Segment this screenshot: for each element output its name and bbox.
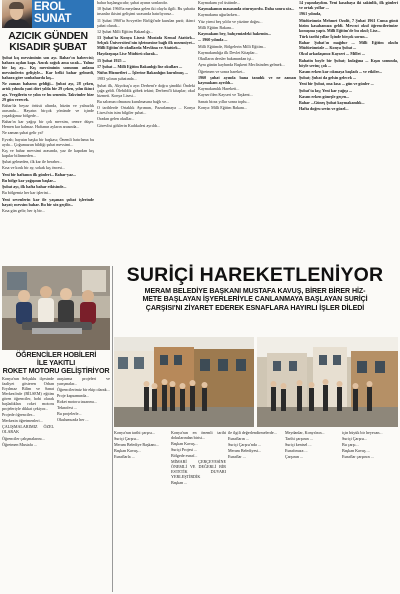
main-article-paragraph: Suriçi Projesi ...	[171, 447, 198, 453]
column-4-paragraph: 14 yaşındaydım. Yeni kasabaya iki sakinlik, ilk günleri ve ortak yollar ...	[299, 0, 398, 11]
divider	[112, 266, 113, 592]
main-article-paragraph: Suriçi Çarşısı'nda ...	[228, 442, 261, 448]
column-title: AZICIK GÜNDEN KISADIR ŞUBAT	[8, 30, 88, 53]
main-article-paragraph: MİMARİ ÇERÇEVESİNE ÖNEMLİ VE DEĞERLİ BİR ESTETİK DUVARI YERLEŞTİRDİK	[171, 459, 226, 480]
main-article-paragraph: Suriçi kentsel ...	[285, 442, 312, 448]
author-portrait-icon	[2, 0, 32, 28]
left-article-paragraph: araştırma projeleri ve yarışmalar...	[57, 376, 110, 387]
column-3-paragraph: Konya: Milli Eğitim Bakanı...	[198, 104, 248, 110]
main-article-paragraph: için büyük bir heyecan...	[342, 430, 383, 435]
column-3-paragraph: Kayseri'den Kayseri ve Taşkent...	[198, 92, 253, 98]
main-article-paragraph: Başkan Kavuş...	[114, 448, 141, 454]
main-article-paragraph: Bu çarşı...	[342, 442, 359, 448]
column-2-paragraph: 12 Şubat Milli Eğitim Bakanlığı...	[97, 28, 153, 34]
column-2-paragraph: 10 Şubat 1960'ta meydana gelen iki olayla ilgili. Bu şubatta insanlar ikisini gelişimi sırasında hatırlıyoruz...	[97, 6, 195, 17]
main-article-paragraph: Suriçi Çarşısı...	[342, 436, 368, 442]
left-article-paragraph: ÇALIŞMALARIMIZ ÖZEL OLARAK	[2, 424, 54, 435]
column-4-paragraph: Bahar Şubat'ın mağdur ... Milli Eğitim okulu Müdürümüzle ... Konya Şubat ...	[299, 40, 398, 51]
main-article-paragraph: Esnafların ...	[228, 436, 249, 442]
main-article-paragraph: Bölgede esnaf...	[171, 453, 198, 459]
column-3-paragraph: Aynı günün kaybında Başkent Meclisinden gelmek...	[198, 62, 285, 68]
main-article-paragraph: Konya'nın en önemli tarihi dokularından birisi...	[171, 430, 226, 441]
column-3-paragraph: Yüz yirmi beş yıldır ve yüzüne doğru...	[198, 18, 263, 24]
column-4-paragraph: 1961 yılında,	[299, 11, 322, 17]
student-photo	[2, 266, 110, 350]
column-3-paragraph: Okulların dersler bakımından işi...	[198, 56, 255, 62]
main-article-paragraph: Suriçi Çarşısı...	[114, 436, 140, 442]
left-article-paragraph: Öğrenciler çalışmalarını...	[2, 435, 45, 441]
column-3-paragraph: Kaymakamlığa ilk Devlet Kitaplar...	[198, 49, 258, 55]
main-article-paragraph: Başkan Kavuş ...	[342, 448, 370, 454]
column-4-paragraph: Yeni bir Şubat, ona kısa ... gün ve günler ...	[299, 81, 374, 87]
main-article-col-1	[114, 430, 169, 592]
column-4-paragraph: Şubat; Şubat da gelsin gelecek ...	[299, 75, 357, 81]
main-article-paragraph: Tarihi çarşının ...	[285, 436, 313, 442]
column-1-paragraph: Bu bölgemiz her kar işlerini...	[2, 190, 51, 196]
author-name: EROL SUNAT	[34, 1, 72, 25]
column-4-paragraph: Türk tarihi yıllar İçinde birçok sorun...	[299, 33, 368, 39]
photo-row	[114, 337, 398, 427]
column-1-paragraph: Yeni bir haftanın ilk günleri... Bahar-yaz...	[2, 171, 77, 177]
column-1-paragraph: Bu bölge kar yağışının başlar...	[2, 177, 56, 183]
column-4-paragraph: Okul arkadaşımız Kayseri ... Millet ...	[299, 51, 365, 57]
column-1-paragraph: Kış ve bahar mevsimi arasında, yaz ile kapıdan kış kapılar bilinmeden...	[2, 147, 94, 158]
main-article-paragraph: Meram Belediye Başkanı...	[114, 442, 159, 448]
column-2-paragraph: 13 Şubat'ta Konya Lisesi: Mustafa Kemal Atatürk... Selçuk Üniversitesi'nin işletmesine bağlı ilk mezuniyet... Milli Eğitim'de okullarda Mevlâna ve Atatürk...	[97, 35, 195, 51]
left-article-paragraph: Merkezin öğretmenleri...	[2, 418, 43, 424]
headline: SURİÇİ HAREKETLENİYOR	[126, 264, 384, 286]
column-2-paragraph: 15 Şubat 1925 ...	[97, 57, 126, 63]
column-1-paragraph: Şubat ayı, ilk hafta bahar etkisinde...	[2, 184, 67, 190]
left-article-paragraph: Konya'nın Selçuklu ilçesinde faaliyet gösteren Orhan Eryılmaz Bilim ve Sanat Merkezi'nde (BİLSEM) eğitim gören öğrenciler, hobi olarak başladıkları roket motoru projeleriyle dikkat çekiyor...	[2, 376, 54, 412]
column-1-paragraph: Kısa ve kırık bir ay, sokak kış öncesi...	[2, 165, 66, 171]
main-article-paragraph: Meydanlar, Konya'nın...	[285, 430, 325, 435]
column-3-paragraph: Milli Eğitimde, Bölgelerin Milli Eğitim...	[198, 43, 266, 49]
main-article-col-4	[285, 430, 340, 592]
main-article-paragraph: Meram Belediyesi...	[228, 448, 262, 454]
column-1-paragraph: Bahar'ın kar yağışı bir çok mevsim, cemre düşer. Hemen kar kalmaz. Haftanın ayların arasında...	[2, 119, 94, 130]
column-2-paragraph: Nüfus Hizmetleri ... İşlerine Bakanlığın kurulmuş ...	[97, 70, 188, 76]
main-article-col-3	[228, 430, 283, 592]
left-article-paragraph: Bu projelerle...	[57, 411, 82, 417]
column-2-paragraph: O tarihlerde Ortaklık Ayrımını, Pazarlamaya ... Konya Lisesi'nin isim bilgiler şubat...	[97, 105, 195, 116]
left-article-paragraph: Proje kapsamında...	[57, 393, 90, 399]
column-3-paragraph: Sanatı biraz yıllar sonra toplu...	[198, 98, 250, 104]
column-1-paragraph: Eyvah; hayatın başka bir başkası; Önemli hatırlama bu ayda... Çoğumuzun bildiği şubat mevsimi...	[2, 136, 94, 147]
column-2-paragraph: Bu salonun olmasını kurulmasına bağlı ve...	[97, 98, 170, 104]
left-article-paragraph: Öğrencilerimiz bir ekip olarak...	[57, 387, 110, 393]
column-3-paragraph: Kaymakam yol üstünde...	[198, 0, 240, 5]
column-3-paragraph: Öğretmen ve sonra hareket...	[198, 68, 246, 74]
main-article-paragraph: Konya'nın tarihi çarşısı...	[114, 430, 156, 435]
column-1-paragraph: Kısa gün gelir; her iş bir...	[2, 207, 45, 213]
column-3-paragraph: Kaymakamın masasında oturuyordu. Daha sonra söz...	[198, 6, 295, 12]
column-2	[97, 0, 195, 262]
column-4-paragraph: Bahatin boyle bir Şubat; kulağına ... Kışın sonunda, böyle sevinç çok ...	[299, 57, 398, 68]
column-2-paragraph: Haydarpaşa Lise Müdürü olarak...	[97, 51, 158, 57]
left-article-paragraph: Roket motoru tasarımı...	[57, 399, 97, 405]
column-3-paragraph: Kaymakamı uğurlarken...	[198, 12, 240, 18]
column-1-paragraph: Ne zaman şubat gelir ya?	[2, 130, 44, 136]
left-article-headline: ÖĞRENCİLER HOBİLERİ İLE YAKITLI ROKET MOTORU GELİŞTİRİYOR	[2, 350, 110, 376]
main-article-col-2	[171, 430, 226, 592]
author-box	[2, 0, 94, 28]
left-article-col-1	[2, 376, 54, 592]
column-1	[2, 0, 94, 262]
subheadline: MERAM BELEDİYE BAŞKANI MUSTAFA KAVUŞ, BİRER BİRER HİZ- METE BAŞLAYAN İŞYERLERİYLE CANLANMAYA BAŞLAYAN SURİÇİ ÇARŞISI'NI ZİYARET EDEREK ESNAFLARA HAYIRLI İŞLER DİLEDİ	[142, 287, 368, 312]
column-2-paragraph: Görevlisi göklerin Kadıkalesi ayrıldı...	[97, 122, 161, 128]
column-1-paragraph: Yeni sevenlerin kar ile yaşanan şubat işlerinde hayat; mevsim bahar. Bu bir söz geçilir...	[2, 196, 94, 207]
column-1-paragraph: Şubat gelmeden, ilk kar ile beraber...	[2, 159, 63, 165]
column-1-paragraph: Şubat kış mevsiminin son ayı. Bahar'ın habercisi; bahara açılan kapı. Azıcık soğuk ama sıcak... Yalnız bir kış ay... Kış mevsiminin sonunun anlamı mevsimlerin gelişiyle... Kar belki bahar gelmedi, bahara göre sonbaharda kış...	[2, 55, 94, 81]
column-1-paragraph: Bahar'da beyaz örtüsü altında, hüzün ve yalnızlık arasında... Hayatın birçok yönünde ve içinde yaşadığımız bölgede...	[2, 102, 94, 118]
column-4-paragraph: Hafta doğru sevin ve güzel...	[299, 106, 349, 112]
column-4-paragraph: Kasım erken güneşle geçen...	[299, 93, 350, 99]
column-2-paragraph: 17 Şubat ... Milli Eğitim Bakanlığı lise okulları ...	[97, 63, 183, 69]
street-photo-1	[114, 337, 254, 427]
top-section	[0, 0, 400, 262]
left-article-paragraph: Öğretmen Mustafa ...	[2, 441, 37, 447]
column-3-paragraph: ... 1960 yılında ...	[198, 37, 228, 43]
column-2-paragraph: 11 Şubat 1960'ta Sovyetler Birliği'nde kurulan parti; ikinci şubat olarak...	[97, 17, 195, 28]
column-2-paragraph: Oradan gelen okullar...	[97, 116, 135, 122]
main-article-paragraph: Esnaflarla ...	[114, 454, 135, 460]
column-3-paragraph: Kaymakam bey, bahçemizdeki hakemin...	[198, 31, 271, 37]
main-article-paragraph: Başkan ...	[171, 480, 188, 486]
street-photo-2	[257, 337, 398, 427]
left-article-paragraph: Okulumuzda her ...	[57, 417, 89, 423]
column-3-paragraph: Kaymakamlık Hareketi...	[198, 86, 240, 92]
column-4-paragraph: Şubat'ta kış; Yeni kar yağışı ...	[299, 87, 353, 93]
main-article-paragraph: Çarşının ...	[285, 454, 303, 460]
column-4-paragraph: Kasım erken kar cıkmaya başladı ... ve etkiler...	[299, 68, 382, 74]
column-3	[198, 0, 296, 262]
column-2-paragraph: 1983 yılının şubatında...	[97, 76, 137, 82]
column-4-paragraph: Bahar ...Güneş Şubat kaymakamlık...	[299, 100, 365, 106]
column-3-paragraph: Milli Eğitim Bakanı...	[198, 24, 235, 30]
main-article-paragraph: Başkan Kavuş...	[171, 441, 198, 447]
main-article-paragraph: Esnaflar ...	[228, 454, 246, 460]
main-article-col-5	[342, 430, 398, 592]
column-1-paragraph: Ne zaman baharın geldiği... Şubat ayı, 28 çeken, artık yılında yani dört yılda bir 29 çeken, yılın ikinci ayı. Vergilerin ve yılın ve bu senenin. Takvimler bize 29 gün verecek.	[2, 81, 94, 102]
column-3-paragraph: 1960 şubat ayında bana tanıdık ve ne zaman kaymakam ayrıldı...	[198, 74, 296, 85]
column-2-paragraph: Şubat ilk, Akyokuş'a ayrı Derbent'e doğru şimdiki Öndeki çağa geldi. Ölebildik göbek tekini; Derbent'li kitaplar; okul hizmeti. Konya Lisesi...	[97, 82, 195, 98]
column-4	[299, 0, 398, 262]
column-1-body	[2, 55, 94, 213]
left-article-col-2	[57, 376, 110, 592]
left-article-paragraph: Teknofest ...	[57, 405, 78, 411]
main-article-body	[114, 430, 398, 592]
left-article-paragraph: Projede öğrenciler...	[2, 412, 35, 418]
column-4-paragraph: Müdürümüz Mehmet Ozolit, 7 Şubat 1961 Cuma günü bizim kasabamıza geldi. Mevcut okul öğrencilerimize konuşma yaptı. Milli Eğitim'de bu okul; Lise...	[299, 17, 398, 33]
main-article-paragraph: ile ilgili değerlendirmelerde...	[228, 430, 277, 435]
main-article-paragraph: Esnaflar çarşının ...	[342, 454, 374, 460]
main-article-paragraph: Esnafımıza ...	[285, 448, 308, 454]
column-2-paragraph: bahar başlangıcıdır; şubat ayının sonlarıdır.	[97, 0, 168, 5]
